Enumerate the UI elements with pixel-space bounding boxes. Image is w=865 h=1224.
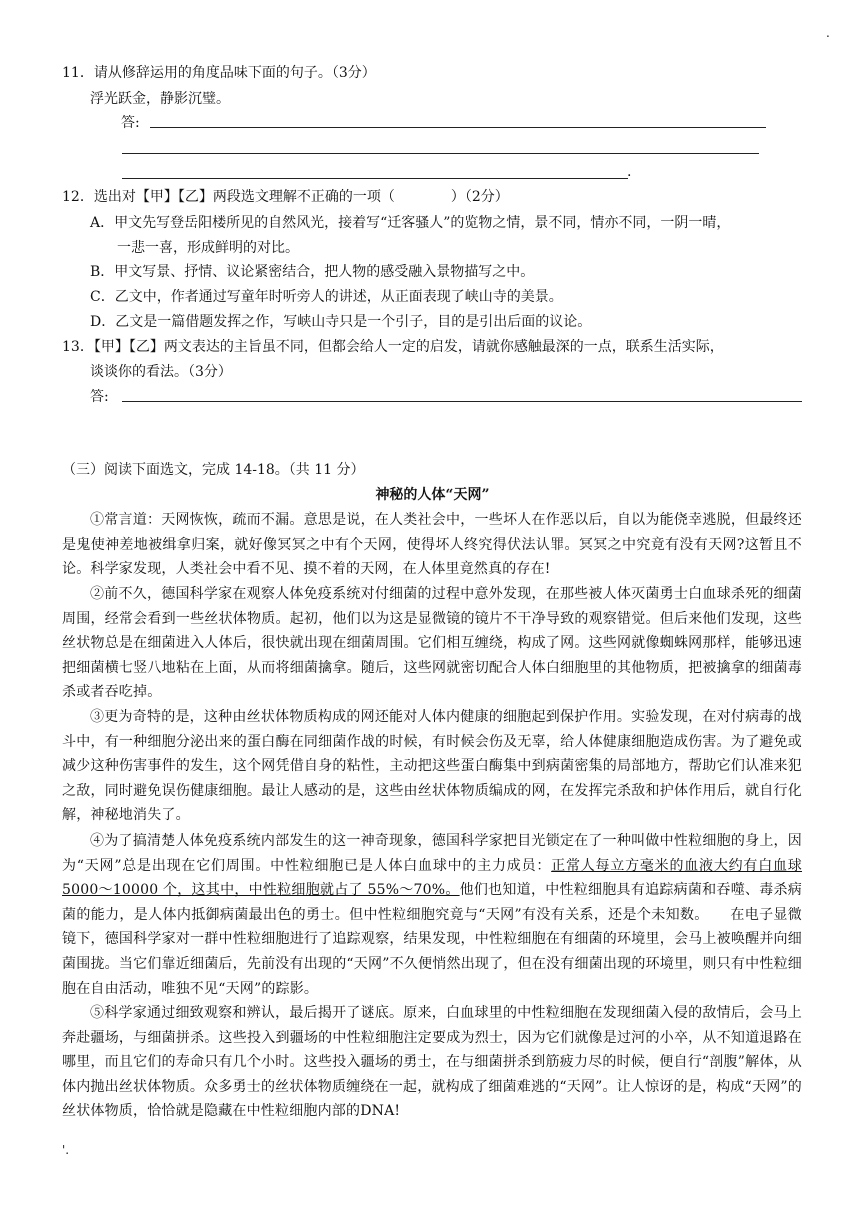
- article-paragraph-5: ⑤科学家通过细致观察和辨认，最后揭开了谜底。原来，白血球里的中性粒细胞在发现细菌入侵的敌情后，会马上奔赴疆场，与细菌拼杀。这些投入到疆场的中性粒细胞注定要成为烈士，因为它们就像是过河的小卒，从不知道退路在哪里，而且它们的寿命只有几个小时。这些投入疆场的勇士，在与细菌拼杀到筋疲力尽的时候，便自行“剖腹”解体，从体内抛出丝状体物质。众多勇士的丝状体物质缠绕在一起，就构成了细菌难逃的“天网”。让人惊讶的是，构成“天网”的丝状体物质，恰恰就是隐藏在中性粒细胞内部的DNA!: [62, 1005, 802, 1120]
- q11-answer-label: 答:: [121, 115, 140, 131]
- underlined-sentence: 正常人每立方毫米的血液大约有白血球 5000～10000 个，这其中，中性粒细胞就占了 55%～70%。: [62, 857, 802, 899]
- article-paragraph-2: ②前不久，德国科学家在观察人体免疫系统对付细菌的过程中意外发现，在那些被人体灭菌勇士白血球杀死的细菌周围，经常会看到一些丝状体物质。起初，他们以为这是显微镜的镜片不干净导致的观察错觉。但后来他们发现，这些丝状物总是在细菌进入人体后，很快就出现在细菌周围。它们相互缠绕，构成了网。这些网就像蜘蛛网那样，能够迅速把细菌横七竖八地粘在上面，从而将细菌擒拿。随后，这些网就密切配合人体白细胞里的其他物质，把被擒拿的细菌毒杀或者吞吃掉。: [62, 586, 802, 701]
- q12-option-b[interactable]: B．甲文写景、抒情、议论紧密结合，把人物的感受融入景物描写之中。: [90, 264, 535, 280]
- q12-option-c[interactable]: C．乙文中，作者通过写童年时听旁人的讲述，从正面表现了峡山寺的美景。: [90, 289, 563, 305]
- q11-sentence: 浮光跃金，静影沉璧。: [90, 91, 230, 107]
- corner-mark-bottom: '.: [62, 1143, 70, 1157]
- paragraph-4-text-b: 他们也知道，中性粒细胞具有追踪病菌和吞噬、毒杀病菌的能力，是人体内抵御病菌最出色的勇士。但中性粒细胞究竟与“天网”有没有关系，还是个未知数。 在电子显微镜下，德国科学家对一群中性粒细胞进行了追踪观察，结果发现，中性粒细胞在有细菌的环境里，会马上被唤醒并向细菌围拢。当它们靠近细菌后，先前没有出现的“天网”不久便悄然出现了，但在没有细菌出现的环境里，则只有中性粒细胞在自由活动，唯独不见“天网”的踪影。: [62, 882, 802, 997]
- q13-question-line1: 13．【甲】【乙】两文表达的主旨虽不同，但都会给人一定的启发，请就你感触最深的一点，联系生活实际，: [62, 339, 724, 355]
- article-title: 神秘的人体“天网”: [375, 487, 490, 503]
- q11-answer-line-2[interactable]: [122, 153, 759, 154]
- article-paragraph-4: [62, 829, 802, 1001]
- section3-header: （三）阅读下面选文，完成 14-18。（共 11 分）: [62, 462, 365, 478]
- corner-mark-top: .: [826, 26, 830, 40]
- q13-question-line2: 谈谈你的看法。（3分）: [90, 364, 232, 380]
- paragraph-4-text-a: ④为了搞清楚人体免疫系统内部发生的这一神奇现象，德国科学家把目光锁定在了一种叫做中性粒细胞的身上，因为“天网”总是出现在它们周围。中性粒细胞已是人体白血球中的主力成员：: [62, 833, 802, 874]
- q12-option-a-line1[interactable]: A．甲文先写登岳阳楼所见的自然风光，接着写“迁客骚人”的览物之情，景不同，情亦不同，一阴一晴，: [90, 215, 731, 231]
- q11-answer-line-1[interactable]: [150, 127, 766, 128]
- article-paragraph-1: ①常言道：天网恢恢，疏而不漏。意思是说，在人类社会中，一些坏人在作恶以后，自以为能侥幸逃脱，但最终还是鬼使神差地被缉拿归案，就好像冥冥之中有个天网，使得坏人终究得伏法认罪。冥冥之中究竟有没有天网?这暂且不论。科学家发现，人类社会中看不见、摸不着的天网，在人体里竟然真的存在!: [62, 512, 802, 578]
- q12-option-a-line2: 一悲一喜，形成鲜明的对比。: [117, 240, 299, 256]
- q11-answer-line-3[interactable]: [122, 178, 628, 179]
- article-paragraph-3: ③更为奇特的是，这种由丝状体物质构成的网还能对人体内健康的细胞起到保护作用。实验发现，在对付病毒的战斗中，有一种细胞分泌出来的蛋白酶在同细菌作战的时候，有时候会伤及无辜，给人体健康细胞造成伤害。为了避免或减少这种伤害事件的发生，这个网凭借自身的粘性，主动把这些蛋白酶集中到病菌密集的局部地方，帮助它们认准来犯之敌，同时避免误伤健康细胞。最让人感动的是，这些由丝状体物质编成的网，在发挥完杀敌和护体作用后，就自行化解，神秘地消失了。: [62, 709, 802, 824]
- q12-option-d[interactable]: D．乙文是一篇借题发挥之作，写峡山寺只是一个引子，目的是引出后面的议论。: [90, 314, 592, 330]
- q13-answer-label: 答:: [90, 389, 109, 405]
- q13-answer-line[interactable]: [122, 401, 802, 402]
- q12-question: 12．选出对【甲】【乙】两段选文理解不正确的一项（ ）（2分）: [62, 189, 509, 205]
- q11-question: 11．请从修辞运用的角度品味下面的句子。（3分）: [62, 65, 376, 81]
- q11-end-mark: .: [627, 164, 632, 180]
